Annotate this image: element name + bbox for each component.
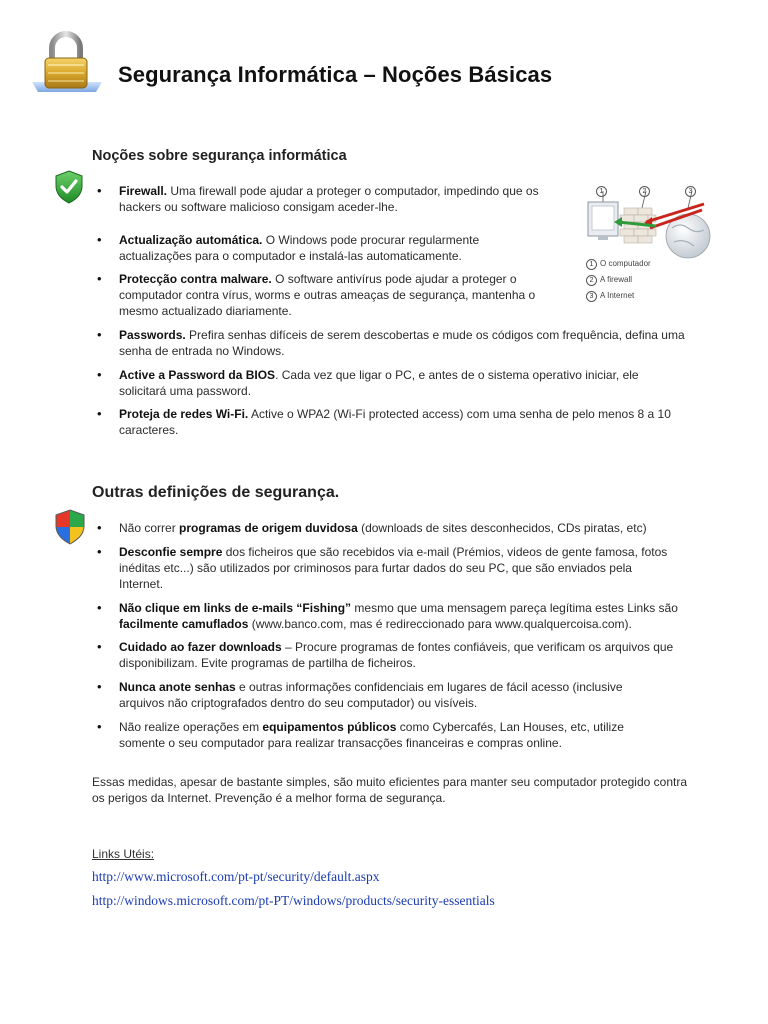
list-item: • Desconfie sempre dos ficheiros que são recebidos via e-mail (Prémios, videos de gente famosa, fotos inéditas etc...) são utilizados por criminosos para furtar dados do seu PC, que são enviados pela Internet.: [119, 544, 679, 592]
list-item: • Não realize operações em equipamentos públicos como Cybercafés, Lan Houses, etc, utilize somente o seu computador para realizar transacções financeiras e compras online.: [119, 719, 659, 751]
padlock-icon: [28, 30, 106, 96]
summary-paragraph: Essas medidas, apesar de bastante simples, são muito eficientes para manter seu computador protegido contra os perigos da Internet. Prevenção é a melhor forma de segurança.: [92, 775, 687, 805]
figure-legend-firewall: 2 A firewall: [586, 275, 632, 286]
list-item: • Nunca anote senhas e outras informações confidenciais em lugares de fácil acesso (inclusive arquivos não criptografados dentro do seu computador) ou visíveis.: [119, 679, 659, 711]
list-item: • Protecção contra malware. O software antivírus pode ajudar a proteger o computador contra vírus, worms e outras ameaças de segurança, mantenha o mesmo actualizado diariamente.: [119, 271, 567, 319]
list-item: • Firewall. Uma firewall pode ajudar a proteger o computador, impedindo que os hackers ou software malicioso consigam aceder-lhe.: [119, 183, 569, 215]
section-title-basics: Noções sobre segurança informática: [92, 148, 347, 164]
callout-2: 2: [639, 180, 653, 198]
section-title-other: Outras definições de segurança.: [92, 484, 340, 501]
list-item: • Não correr programas de origem duvidosa (downloads de sites desconhecidos, CDs piratas, etc): [119, 520, 699, 536]
page-title: Segurança Informática – Noções Básicas: [118, 62, 553, 87]
list-item: • Passwords. Prefira senhas difíceis de serem descobertas e mude os códigos com frequência, defina uma senha de entrada no Windows.: [119, 327, 699, 359]
windows-shield-icon: [54, 509, 86, 545]
figure-legend-computer: 1 O computador: [586, 259, 651, 270]
callout-3: 3: [685, 180, 699, 198]
list-item: • Proteja de redes Wi-Fi. Active o WPA2 (Wi-Fi protected access) com uma senha de pelo menos 8 a 10 caracteres.: [119, 406, 699, 438]
list-item: • Actualização automática. O Windows pode procurar regularmente actualizações para o computador e instalá-las automaticamente.: [119, 232, 539, 264]
figure-legend-internet: 3 A Internet: [586, 291, 634, 302]
microsoft-security-link[interactable]: http://www.microsoft.com/pt-pt/security/default.aspx: [92, 869, 380, 884]
callout-1: 1: [596, 180, 610, 198]
list-item: • Não clique em links de e-mails “Fishing” mesmo que uma mensagem pareça legítima estes Links são facilmente camuflados (www.banco.com, mas é redireccionado para www.qualquercoisa.com).: [119, 600, 691, 632]
links-label: Links Utéis:: [92, 847, 155, 861]
firewall-diagram: [584, 178, 714, 306]
shield-check-icon: [54, 170, 84, 204]
list-item: • Cuidado ao fazer downloads – Procure programas de fontes confiáveis, que verificam os arquivos que disponibilizam. Evite programas de partilha de ficheiros.: [119, 639, 679, 671]
list-item: • Active a Password da BIOS. Cada vez que ligar o PC, e antes de o sistema operativo iniciar, ele solicitará uma password.: [119, 367, 679, 399]
security-essentials-link[interactable]: http://windows.microsoft.com/pt-PT/windows/products/security-essentials: [92, 893, 495, 908]
